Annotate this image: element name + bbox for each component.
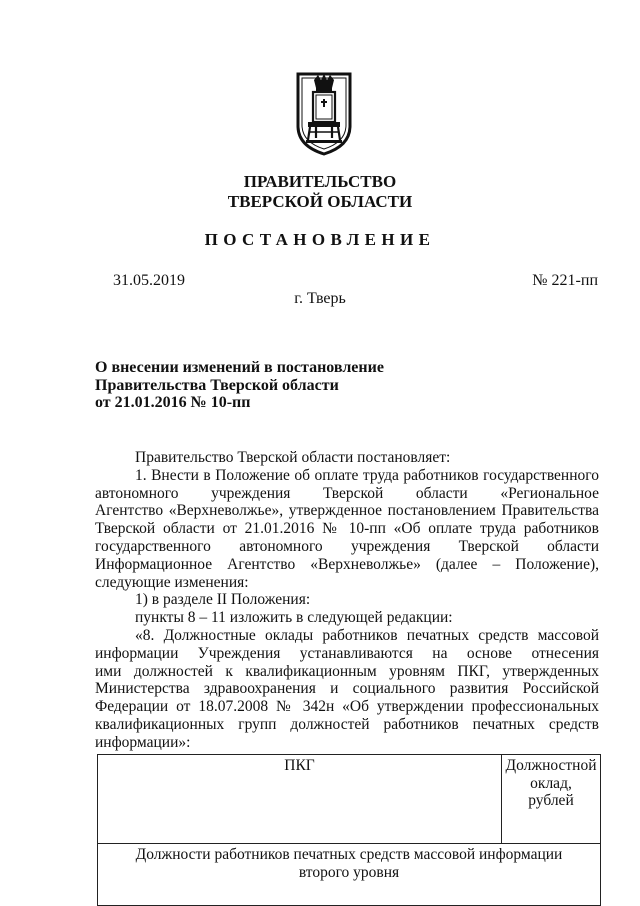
subject-line: О внесении изменений в постановление [95,359,384,376]
body-line: 1) в разделе II Положения: [135,591,311,609]
table-header-pkg-label: ПКГ [284,757,315,774]
subject-line: Правительства Тверской области [95,376,339,394]
table-header-pkg [98,755,502,844]
body-line: ими должностей к квалификационным уровням ПКГ, утвержденных [95,662,599,680]
government-name-line1: ПРАВИТЕЛЬСТВО [243,172,397,191]
body-line: пункты 8 – 11 изложить в следующей редакции: [135,609,453,627]
table-group-line: второго уровня [298,863,400,881]
table-group-line: Должности работников печатных средств массовой информации [135,846,563,864]
table-row [98,844,601,906]
table-header-salary [502,755,601,844]
table-group-row [98,844,601,906]
body-line: Информационное Агентство «Верхневолжье» (далее – Положение), [95,555,599,573]
body-line: Правительство Тверской области постановляет: [135,449,451,466]
document-type: ПОСТАНОВЛЕНИЕ [204,230,436,249]
table-header-row [98,755,601,844]
table-header-salary-line: оклад, [530,774,572,792]
body-line: Федерации от 18.07.2008 № 342н «Об утверждении профессиональных [95,698,599,716]
document-city: г. Тверь [294,290,346,307]
body-line: государственного автономного учреждения Тверской области [95,537,599,555]
body-line: Тверской области от 21.01.2016 № 10-пп «Об оплате труда работников [95,520,599,538]
body-line: Агентство «Верхневолжье», утвержденное постановлением Правительства [95,502,599,520]
coat-of-arms-icon [294,70,354,156]
document-number: № 221-пп [532,272,598,289]
document-date: 31.05.2019 [113,272,185,289]
body-line: 1. Внести в Положение об оплате труда работников государственного [135,466,599,484]
body-line: следующие изменения: [95,573,249,591]
body-line: информации Учреждения устанавливаются на основе отнесения [95,644,599,662]
body-line: «8. Должностные оклады работников печатных средств массовой [135,626,599,644]
table-header-salary-line: Должностной [505,757,597,774]
subject-line: от 21.01.2016 № 10-пп [95,394,251,411]
body-line: автономного учреждения Тверской области «Региональное [95,484,599,502]
body-line: Министерства здравоохранения и социального развития Российской [95,680,599,698]
body-line: квалификационных групп должностей работников печатных средств [95,715,599,733]
document-subject [95,359,495,412]
government-name-line2: ТВЕРСКОЙ ОБЛАСТИ [227,192,413,211]
table-header-salary-line: рублей [528,792,574,809]
salary-table [97,754,601,906]
document-body [95,449,599,752]
body-line: информации»: [95,733,191,751]
